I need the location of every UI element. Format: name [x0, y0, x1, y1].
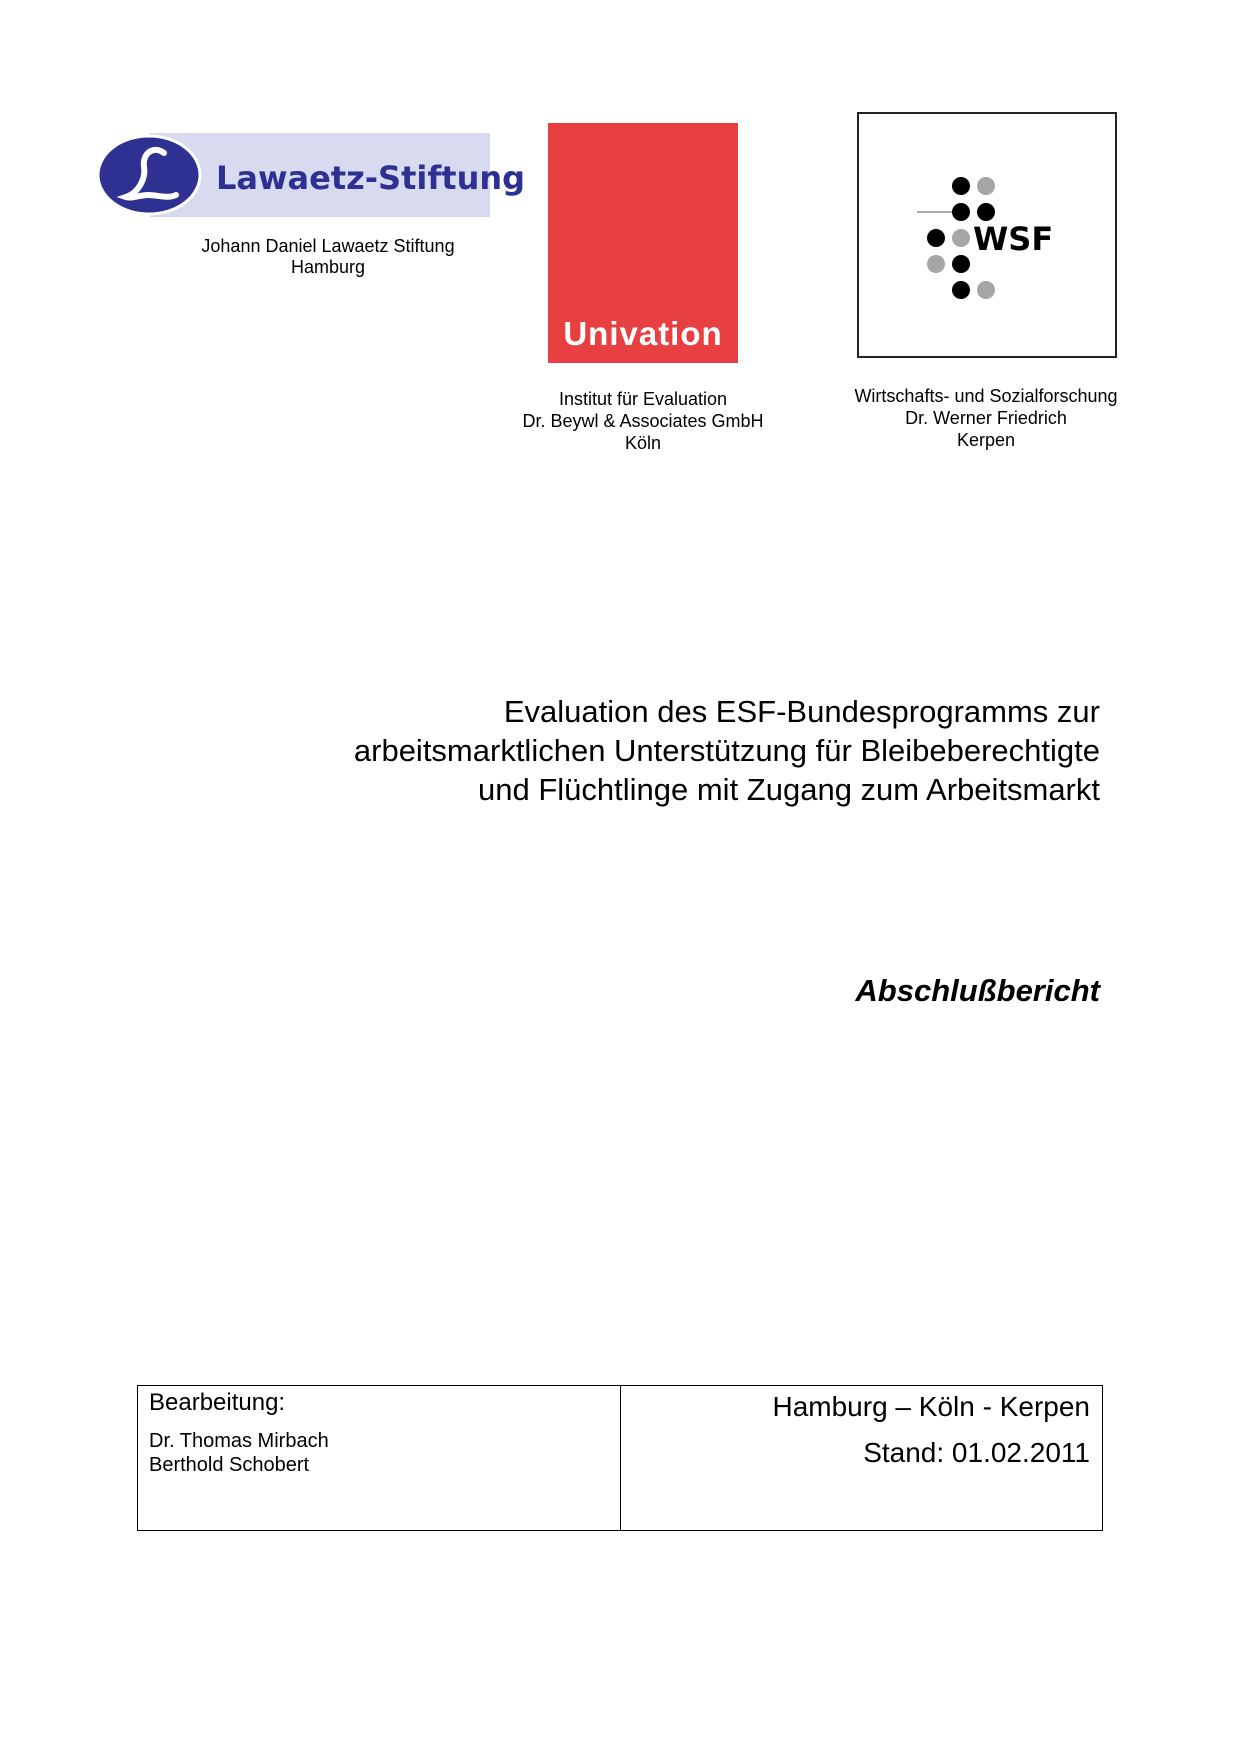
univation-city: Köln	[624, 433, 662, 453]
lawaetz-wordmark: Lawaetz-Stiftung	[216, 159, 526, 197]
univation-line2: Dr. Beywl & Associates GmbH	[522, 411, 764, 431]
wsf-line2: Dr. Werner Friedrich	[905, 408, 1067, 428]
wsf-city: Kerpen	[956, 430, 1016, 450]
univation-wordmark: Univation	[563, 315, 723, 352]
report-subtitle: Abschlußbericht	[855, 973, 1100, 1008]
lawaetz-logo	[98, 133, 526, 217]
wsf-line1: Wirtschafts- und Sozialforschung	[854, 386, 1118, 406]
authors-label: Bearbeitung:	[149, 1389, 286, 1416]
univation-caption	[500, 388, 786, 454]
author-name: Dr. Thomas Mirbach	[149, 1430, 329, 1452]
places: Hamburg – Köln - Kerpen	[772, 1391, 1090, 1422]
wsf-dot-grid-icon	[859, 114, 1115, 356]
lawaetz-caption	[178, 236, 478, 278]
lawaetz-city: Hamburg	[290, 257, 366, 277]
authors-cell	[138, 1386, 621, 1530]
lawaetz-l-monogram-icon	[98, 133, 526, 217]
title-line-1: Evaluation des ESF-Bundesprogramms zur	[503, 694, 1100, 729]
lawaetz-name: Johann Daniel Lawaetz Stiftung	[201, 236, 455, 256]
place-date-cell	[621, 1386, 1102, 1530]
univation-line1: Institut für Evaluation	[558, 389, 728, 409]
authors-list	[149, 1429, 609, 1477]
wsf-wordmark: WSF	[973, 220, 1054, 258]
univation-logo	[548, 123, 738, 363]
author-name: Berthold Schobert	[149, 1454, 310, 1476]
report-title	[250, 692, 1100, 809]
wsf-caption	[836, 385, 1136, 451]
title-line-3: und Flüchtlinge mit Zugang zum Arbeitsmarkt	[478, 772, 1100, 807]
title-line-2: arbeitsmarktlichen Unterstützung für Bleibeberechtigte	[353, 733, 1100, 768]
wsf-logo	[857, 112, 1117, 358]
info-box	[137, 1385, 1103, 1531]
report-date: Stand: 01.02.2011	[863, 1437, 1090, 1468]
